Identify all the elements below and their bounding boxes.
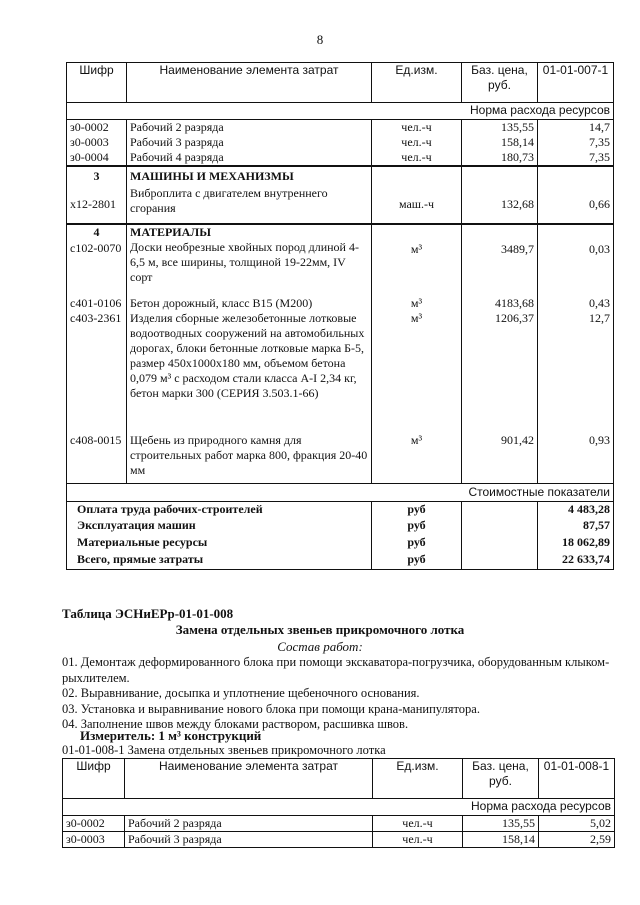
total-value: 18 062,89 [538, 535, 614, 552]
col-header-code: Шифр [63, 759, 125, 799]
list-item: 01. Демонтаж деформированного блока при помощи экскаватора-погрузчика, оборудованным клыком-рыхлителем. [62, 655, 610, 685]
cell-unit: маш.-ч [372, 186, 462, 224]
cell-code: с102-0070 [67, 240, 127, 296]
table-row [67, 311, 614, 433]
total-value: 87,57 [538, 518, 614, 535]
cell-code: з0-0002 [67, 120, 127, 136]
col-header-price: Баз. цена, руб. [462, 63, 538, 103]
cell-unit: чел.-ч [373, 816, 463, 832]
norma-label: Норма расхода ресурсов [63, 799, 615, 816]
total-unit: руб [372, 501, 462, 518]
page-number: 8 [316, 32, 324, 47]
section-number: 3 [67, 166, 127, 186]
table-row [67, 150, 614, 166]
cell-code: з0-0003 [63, 832, 125, 848]
cell-unit: м³ [372, 311, 462, 433]
totals-row [67, 535, 614, 552]
table-row [63, 816, 615, 832]
cell-qty: 0,43 [538, 296, 614, 311]
cell-qty: 14,7 [538, 120, 614, 136]
col-header-unit: Ед.изм. [373, 759, 463, 799]
table-row [67, 120, 614, 136]
cell-price: 1206,37 [462, 311, 538, 433]
col-header-price: Баз. цена, руб. [463, 759, 539, 799]
cell-unit: м³ [372, 433, 462, 483]
cell-name: Рабочий 2 разряда [125, 816, 373, 832]
col-header-name: Наименование элемента затрат [125, 759, 373, 799]
cell-unit: м³ [372, 296, 462, 311]
total-value: 22 633,74 [538, 552, 614, 569]
table-title: Таблица ЭСНиЕРр-01-01-008 [62, 606, 234, 621]
section-title: МАТЕРИАЛЫ [127, 224, 372, 240]
total-name: Эксплуатация машин [67, 518, 372, 535]
total-name: Материальные ресурсы [67, 535, 372, 552]
cell-name: Щебень из природного камня для строительных работ марка 800, фракция 20-40 мм [127, 433, 372, 483]
cell-price: 158,14 [463, 832, 539, 848]
cell-code: с408-0015 [67, 433, 127, 483]
resource-table-2 [62, 758, 615, 848]
cell-price: 180,73 [462, 150, 538, 166]
cell-price: 135,55 [463, 816, 539, 832]
totals-row [67, 552, 614, 569]
measure-unit: Измеритель: 1 м³ конструкций [80, 728, 262, 743]
cell-unit: чел.-ч [372, 150, 462, 166]
section-title: МАШИНЫ И МЕХАНИЗМЫ [127, 166, 372, 186]
cell-code: з0-0002 [63, 816, 125, 832]
cell-name: Доски необрезные хвойных пород длиной 4-6,5 м, все ширины, толщиной 19-22мм, IV сорт [127, 240, 372, 296]
cell-qty: 2,59 [539, 832, 615, 848]
col-header-rate-code: 01-01-008-1 [539, 759, 615, 799]
cell-code: с401-0106 [67, 296, 127, 311]
col-header-code: Шифр [67, 63, 127, 103]
work-heading: Состав работ: [277, 639, 363, 654]
cell-qty: 0,03 [538, 240, 614, 296]
cell-unit: чел.-ч [372, 120, 462, 136]
resource-table-1 [66, 62, 614, 570]
cell-code: х12-2801 [67, 186, 127, 224]
table-row [67, 135, 614, 150]
cell-price: 158,14 [462, 135, 538, 150]
cell-code: з0-0004 [67, 150, 127, 166]
cell-qty: 7,35 [538, 135, 614, 150]
totals-row [67, 518, 614, 535]
cell-unit: м³ [372, 240, 462, 296]
cell-qty: 7,35 [538, 150, 614, 166]
table-row [67, 186, 614, 224]
cell-qty: 0,66 [538, 186, 614, 224]
cell-name: Изделия сборные железобетонные лотковые водоотводных сооружений на автомобильных дорогах, блоки бетонные лотковые марка Б-5, размер 450x1000x180 мм, объемом бетона 0,079 м³ с расходом стали класса А-I 2,34 кг, бетон марки 300 (СЕРИЯ 3.503.1-66) [127, 311, 372, 433]
total-unit: руб [372, 535, 462, 552]
col-header-name: Наименование элемента затрат [127, 63, 372, 103]
cell-name: Рабочий 2 разряда [127, 120, 372, 136]
cell-code: с403-2361 [67, 311, 127, 433]
rate-line: 01-01-008-1 Замена отдельных звеньев прикромочного лотка [62, 743, 386, 757]
totals-row [67, 501, 614, 518]
cell-unit: чел.-ч [372, 135, 462, 150]
cell-unit: чел.-ч [373, 832, 463, 848]
cell-qty: 12,7 [538, 311, 614, 433]
cell-qty: 0,93 [538, 433, 614, 483]
list-item: 02. Выравнивание, досыпка и уплотнение щебеночного основания. [62, 686, 420, 700]
table-row [63, 832, 615, 848]
total-unit: руб [372, 518, 462, 535]
cell-code: з0-0003 [67, 135, 127, 150]
cell-price: 132,68 [462, 186, 538, 224]
table-row [67, 296, 614, 311]
norma-label: Норма расхода ресурсов [67, 103, 614, 120]
list-item: 04. Заполнение швов между блоками раствором, расшивка швов. [62, 717, 409, 731]
total-name: Оплата труда рабочих-строителей [67, 501, 372, 518]
cell-name: Рабочий 4 разряда [127, 150, 372, 166]
cell-name: Рабочий 3 разряда [127, 135, 372, 150]
table-row [67, 433, 614, 483]
work-list [62, 655, 622, 733]
section-number: 4 [67, 224, 127, 240]
cost-label: Стоимостные показатели [67, 483, 614, 501]
col-header-unit: Ед.изм. [372, 63, 462, 103]
col-header-rate-code: 01-01-007-1 [538, 63, 614, 103]
table-row [67, 240, 614, 296]
cell-price: 135,55 [462, 120, 538, 136]
section-subtitle: Замена отдельных звеньев прикромочного лотка [175, 622, 465, 637]
total-unit: руб [372, 552, 462, 569]
cell-qty: 5,02 [539, 816, 615, 832]
list-item: 03. Установка и выравнивание нового блока при помощи крана-манипулятора. [62, 701, 480, 716]
total-name: Всего, прямые затраты [67, 552, 372, 569]
cell-price: 4183,68 [462, 296, 538, 311]
cell-price: 3489,7 [462, 240, 538, 296]
total-value: 4 483,28 [538, 501, 614, 518]
cell-name: Бетон дорожный, класс B15 (M200) [127, 296, 372, 311]
cell-price: 901,42 [462, 433, 538, 483]
cell-name: Виброплита с двигателем внутреннего сгорания [127, 186, 372, 224]
cell-name: Рабочий 3 разряда [125, 832, 373, 848]
